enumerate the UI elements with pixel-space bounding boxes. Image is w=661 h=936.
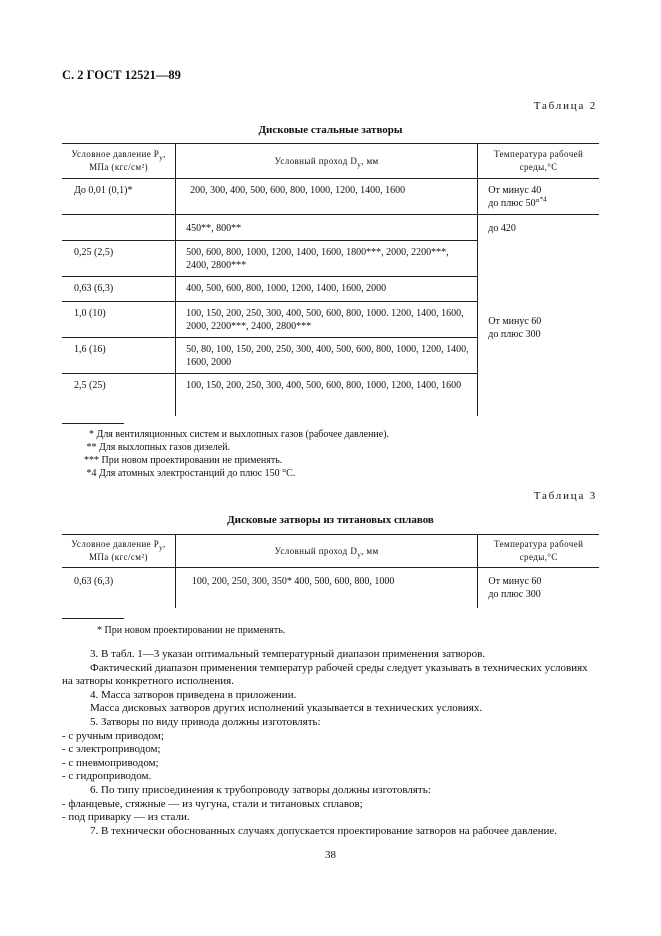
table3-title: Дисковые затворы из титановых сплавов [227, 514, 434, 526]
footnote-divider [62, 423, 124, 424]
table2-col-pressure-header: Условное давление $P_у$, МПа (кгс/см²) [62, 144, 176, 179]
paragraph: 7. В технически обоснованных случаях допускается проектирование затворов на рабочее давление. [90, 824, 557, 837]
table3-footnote: * При новом проектировании не применять. [97, 625, 286, 636]
table-row: 2,5 (25) 100, 150, 200, 250, 300, 400, 500, 600, 800, 1000, 1200, 1400, 1600 [62, 374, 599, 416]
paragraph: Масса дисковых затворов других исполнений указывается в технических условиях. [90, 702, 483, 715]
paragraph: 4. Масса затворов приведена в приложении. [90, 688, 297, 701]
table3-label: Таблица 3 [533, 490, 597, 502]
paragraph: - под приварку — из стали. [62, 811, 190, 824]
paragraph: 3. В табл. 1—3 указан оптимальный температурный диапазон применения затворов. [90, 648, 486, 660]
table2-label: Таблица 2 [533, 100, 597, 112]
paragraph: Фактический диапазон применения температур рабочей среды следует указывать в технических условиях на затворы конкретного исполнения. [62, 661, 588, 688]
paragraph: - фланцевые, стяжные — из чугуна, стали и титановых сплавов; [62, 797, 363, 810]
paragraph: 6. По типу присоединения к трубопроводу затворы должны изготовлять: [90, 783, 431, 796]
table-row: До 0,01 (0,1)* 200, 300, 400, 500, 600, 800, 1000, 1200, 1400, 1600 От минус 40 до плюс 50°$^{*4}$ [62, 179, 599, 215]
footnote-divider [62, 618, 124, 619]
body-text [62, 648, 599, 838]
table-row: 1,0 (10) 100, 150, 200, 250, 300, 400, 500, 600, 800, 1000. 1200, 1400, 1600, 2000, 2200***, 2400, 2800*** [62, 302, 599, 338]
table3-col-diameter-header: Условный проход $D_у$, мм [175, 535, 477, 568]
table-row: 450**, 800** до 420 [62, 215, 599, 241]
paragraph: - с гидроприводом. [62, 770, 152, 783]
table2-col-diameter-header: Условный проход $D_у$, мм [176, 144, 478, 179]
table2-col-temperature-header: Температура рабочей среды,°С [478, 144, 599, 179]
table-row: 0,63 (6,3) 100, 200, 250, 300, 350* 400, 500, 600, 800, 1000 От минус 60 до плюс 300 [62, 568, 599, 608]
table2-title: Дисковые стальные затворы [258, 124, 403, 136]
table3 [62, 534, 599, 608]
table-row: 1,6 (16) 50, 80, 100, 150, 200, 250, 300, 400, 500, 600, 800, 1000, 1200, 1400, 1600, 2000 [62, 338, 599, 374]
paragraph: - с ручным приводом; [62, 729, 164, 742]
table2-footnotes: * Для вентиляционных систем и выхлопных газов (рабочее давление). ** Для выхлопных газов дизелей. *** При новом проектировании не применять. *4 Для атомных электростанций до плюс 150 °С. [84, 429, 390, 479]
table3-col-pressure-header: Условное давление $P_у$, МПа (кгс/см²) [62, 535, 175, 568]
table3-col-temperature-header: Температура рабочей среды,°С [478, 535, 599, 568]
table2 [62, 143, 599, 416]
paragraph: - с пневмоприводом; [62, 756, 159, 769]
table-row: 0,25 (2,5) 500, 600, 800, 1000, 1200, 1400, 1600, 1800***, 2000, 2200***, 2400, 2800*** От минус 60 до плюс 300 [62, 241, 599, 277]
merged-temperature-cell: От минус 60 до плюс 300 [488, 316, 542, 340]
page-header: С. 2 ГОСТ 12521—89 [62, 68, 181, 82]
paragraph: 5. Затворы по виду привода должны изготовлять: [90, 715, 321, 728]
paragraph: - с электроприводом; [62, 743, 161, 756]
page-number: 38 [325, 849, 336, 861]
table-row: 0,63 (6,3) 400, 500, 600, 800, 1000, 1200, 1400, 1600, 2000 [62, 277, 599, 302]
